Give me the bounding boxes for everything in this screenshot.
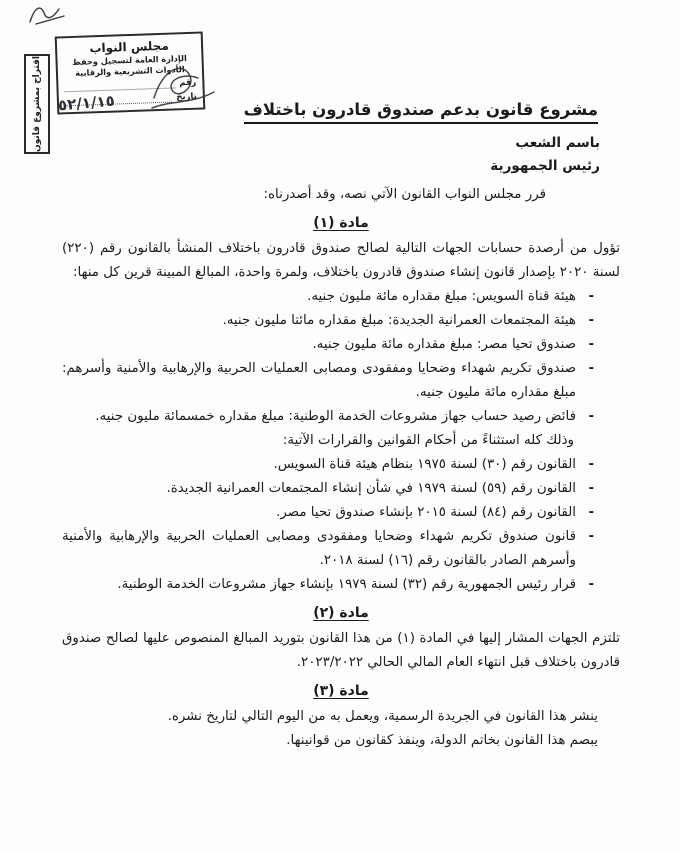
funding-source-item: - هيئة المجتمعات العمرانية الجديدة: مبلغ مقداره مائتا مليون جنيه.	[62, 309, 594, 333]
excepted-law-item: - قرار رئيس الجمهورية رقم (٣٢) لسنة ١٩٧٩ بإنشاء جهاز مشروعات الخدمة الوطنية.	[62, 573, 594, 597]
registry-stamp-department-line2: الأدوات التشريعية والرقابية	[75, 63, 185, 78]
excepted-law-item: - القانون رقم (٣٠) لسنة ١٩٧٥ بنظام هيئة قناة السويس.	[62, 453, 594, 477]
article-2-body: تلتزم الجهات المشار إليها في المادة (١) من هذا القانون بتوريد المبالغ المنصوص عليها لصالح صندوق قادرون باختلاف قبل انتهاء العام المالي الحالي ٢٠٢٣/٢٠٢٢.	[62, 631, 620, 670]
funding-source-item: - صندوق تكريم شهداء وضحايا ومفقودى ومصابى العمليات الحربية والإرهابية والأمنية وأسرهم: مبلغ مقداره مائة مليون جنيه.	[62, 357, 594, 405]
registry-stamp-date-label: تاريخ	[176, 91, 198, 103]
decree-line: قرر مجلس النواب القانون الآتي نصه، وقد أصدرناه:	[263, 187, 546, 202]
in-the-name-of-the-people: باسم الشعب	[515, 135, 600, 151]
funding-source-item: - هيئة قناة السويس: مبلغ مقداره مائة مليون جنيه.	[62, 285, 594, 309]
registry-stamp-organization: مجلس النواب	[89, 38, 169, 56]
article-3-heading: مادة (٣)	[313, 683, 369, 699]
side-stamp-label: اقتراح بمشروع قانون	[31, 56, 42, 152]
handwritten-registry-number: ٥٢/١/١٥	[57, 91, 116, 115]
preamble-block	[62, 132, 600, 178]
registry-stamp-number-label: رقم	[179, 77, 197, 89]
article-3-seal-line: يبصم هذا القانون بخاتم الدولة، وينفذ كقانون من قوانينها.	[286, 733, 598, 748]
side-stamp-proposal-box	[24, 54, 50, 154]
article-1-heading: مادة (١)	[313, 215, 369, 231]
excepted-law-item: - القانون رقم (٨٤) لسنة ٢٠١٥ بإنشاء صندوق تحيا مصر.	[62, 501, 594, 525]
exception-intro: وذلك كله استثناءً من أحكام القوانين والقرارات الآتية:	[282, 433, 574, 448]
article-3-publication-line: ينشر هذا القانون في الجريدة الرسمية، ويعمل به من اليوم التالي لتاريخ نشره.	[167, 709, 598, 724]
excepted-law-item: - القانون رقم (٥٩) لسنة ١٩٧٩ في شأن إنشاء المجتمعات العمرانية الجديدة.	[62, 477, 594, 501]
funding-sources-list	[62, 285, 620, 429]
article-2-heading: مادة (٢)	[313, 605, 369, 621]
corner-pen-mark	[26, 2, 70, 28]
excepted-law-item: - قانون صندوق تكريم شهداء وضحايا ومفقودى ومصابى العمليات الحربية والإرهابية والأمنية وأسرهم الصادر بالقانون رقم (١٦) لسنة ٢٠١٨.	[62, 525, 594, 573]
president-of-the-republic: رئيس الجمهورية	[490, 158, 600, 174]
funding-source-item: - صندوق تحيا مصر: مبلغ مقداره مائة مليون جنيه.	[62, 333, 594, 357]
signature-scribble	[148, 60, 218, 116]
excepted-laws-list	[62, 453, 620, 597]
registry-stamp-department-line1: الإدارة العامة لتسجيل وحفظ	[72, 53, 187, 68]
article-1-intro: تؤول من أرصدة حسابات الجهات التالية لصالح صندوق قادرون باختلاف المنشأ بالقانون رقم (٢٢٠) لسنة ٢٠٢٠ بإصدار قانون إنشاء صندوق قادرون باختلاف، ولمرة واحدة، المبالغ المبينة قرين كل منها:	[62, 241, 620, 280]
funding-source-item: - فائض رصيد حساب جهاز مشروعات الخدمة الوطنية: مبلغ مقداره خمسمائة مليون جنيه.	[62, 405, 594, 429]
document-title: مشروع قانون بدعم صندوق قادرون باختلاف	[244, 100, 598, 124]
